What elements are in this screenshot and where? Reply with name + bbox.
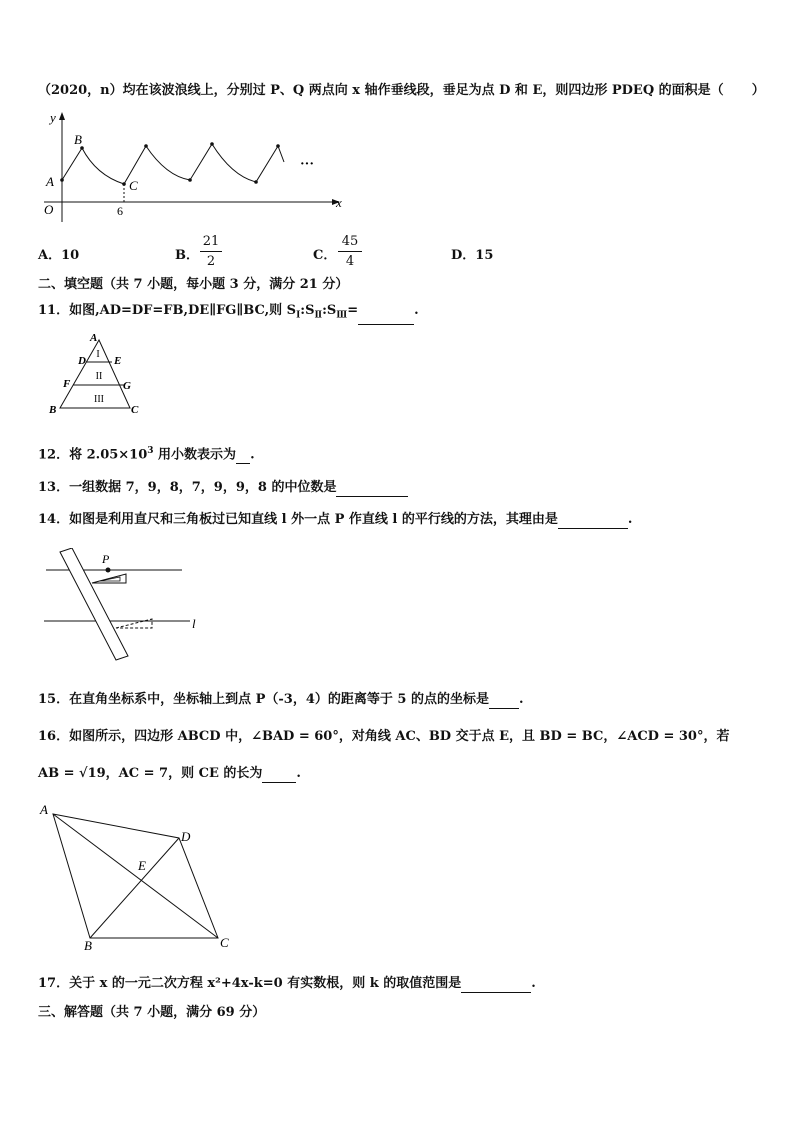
- q16-label-b: B: [84, 938, 92, 952]
- q16-label-c: C: [220, 935, 229, 950]
- q14-label-l: l: [192, 616, 196, 631]
- q10-option-b-prefix: B．: [175, 248, 199, 263]
- q10-option-c-numerator: 45: [341, 234, 359, 249]
- q13-answer-blank: [336, 484, 408, 497]
- q14-answer-blank: [558, 516, 628, 529]
- q17-text: [38, 975, 536, 993]
- q15-text: [38, 691, 524, 709]
- q10-option-c-fraction: [338, 234, 362, 269]
- q11-sep-1: :S: [300, 303, 315, 318]
- q10-option-c-denominator: 4: [345, 254, 355, 269]
- q11-label-c: C: [131, 404, 139, 416]
- q17-stem: 17．关于 x 的一元二次方程 x²+4x-k=0 有实数根，则 k 的取值范围是: [38, 976, 462, 991]
- q10-stem-close: ）: [751, 83, 765, 98]
- q16-answer-blank: [262, 770, 296, 783]
- q10-option-d: D．15: [451, 248, 494, 263]
- q11-stem: 11．如图,AD=DF=FB,DE∥FG∥BC,则 S: [38, 303, 297, 318]
- q16-line-1: 16．如图所示，四边形 ABCD 中，∠BAD = 60°，对角线 AC、BD 交于点 E，且 BD = BC，∠ACD = 30°，若: [38, 729, 730, 744]
- q11-equals: =: [347, 303, 359, 318]
- q11-end: .: [414, 303, 419, 318]
- graph-ellipsis: ···: [300, 157, 315, 172]
- q16-label-a: A: [40, 802, 48, 817]
- q14-stem: 14．如图是利用直尺和三角板过已知直线 l 外一点 P 作直线 l 的平行线的方法，其理由是: [38, 512, 558, 527]
- q12-stem-2: 用小数表示为: [153, 447, 237, 463]
- graph-point-a: A: [46, 174, 54, 189]
- q10-option-b-fraction: [200, 234, 222, 269]
- q11-region-1: I: [96, 349, 100, 360]
- q16-quadrilateral-figure: [38, 800, 238, 952]
- q13-text: [38, 479, 408, 497]
- q11-label-g: G: [123, 380, 131, 392]
- section-2-heading: 二、填空题（共 7 小题，每小题 3 分，满分 21 分）: [38, 277, 349, 292]
- q11-sub-2: Ⅱ: [314, 310, 323, 321]
- q15-answer-blank: [489, 696, 519, 709]
- q11-sep-2: :S: [322, 303, 337, 318]
- q14-ruler-figure: [42, 548, 212, 664]
- q10-option-c: [313, 244, 336, 263]
- q11-sub-3: Ⅲ: [336, 310, 348, 321]
- q11-sub-1: Ⅰ: [296, 310, 301, 321]
- q12-answer-blank: [236, 451, 250, 464]
- q12-stem: 12．将 2.05×10: [38, 447, 148, 463]
- q10-option-b: [175, 244, 199, 263]
- q11-label-d: D: [78, 355, 86, 367]
- q11-label-a: A: [90, 332, 98, 344]
- q15-stem: 15．在直角坐标系中，坐标轴上到点 P（-3，4）的距离等于 5 的点的坐标是: [38, 692, 489, 707]
- q15-end: .: [518, 692, 524, 707]
- q11-text: [38, 302, 419, 325]
- q12-end: .: [250, 447, 255, 463]
- q12-text: [38, 442, 255, 464]
- q11-label-e: E: [114, 355, 122, 367]
- graph-origin-label: O: [44, 202, 54, 217]
- q11-region-2: II: [95, 371, 103, 382]
- q10-option-a: A．10: [38, 248, 80, 263]
- graph-tick-6: 6: [117, 204, 123, 218]
- section-3-heading: 三、解答题（共 7 小题，满分 69 分）: [38, 1005, 266, 1020]
- q10-stem-text: （2020，n）均在该波浪线上，分别过 P、Q 两点向 x 轴作垂线段，垂足为点 D 和 E，则四边形 PDEQ 的面积是（: [38, 83, 724, 98]
- graph-point-b: B: [74, 132, 82, 147]
- q17-end: .: [531, 976, 536, 991]
- q10-option-b-numerator: 21: [202, 234, 220, 249]
- q11-answer-blank: [358, 312, 414, 325]
- q16-label-e: E: [138, 858, 146, 873]
- q14-text: [38, 511, 632, 529]
- q14-label-p: P: [102, 552, 110, 566]
- graph-point-c: C: [129, 178, 138, 193]
- graph-x-label: x: [336, 195, 342, 210]
- q14-end: .: [627, 512, 633, 527]
- q12-exponent: 3: [147, 446, 154, 456]
- q13-stem: 13．一组数据 7，9，8，7，9，9，8 的中位数是: [38, 480, 337, 495]
- q16-line-2-text: AB = √19，AC = 7，则 CE 的长为: [38, 766, 263, 781]
- q11-triangle-figure: [44, 332, 154, 418]
- graph-y-label: y: [50, 110, 56, 125]
- q10-stem: [38, 82, 765, 100]
- q16-end: .: [296, 766, 301, 781]
- q16-line-2: [38, 765, 301, 783]
- q11-region-3: III: [94, 394, 104, 405]
- q10-option-b-denominator: 2: [206, 254, 216, 269]
- q11-label-b: B: [49, 404, 57, 416]
- q11-label-f: F: [63, 378, 71, 390]
- q16-label-d: D: [181, 829, 191, 844]
- q10-option-c-prefix: C．: [313, 248, 337, 263]
- wave-graph: [36, 110, 356, 225]
- q17-answer-blank: [461, 980, 531, 993]
